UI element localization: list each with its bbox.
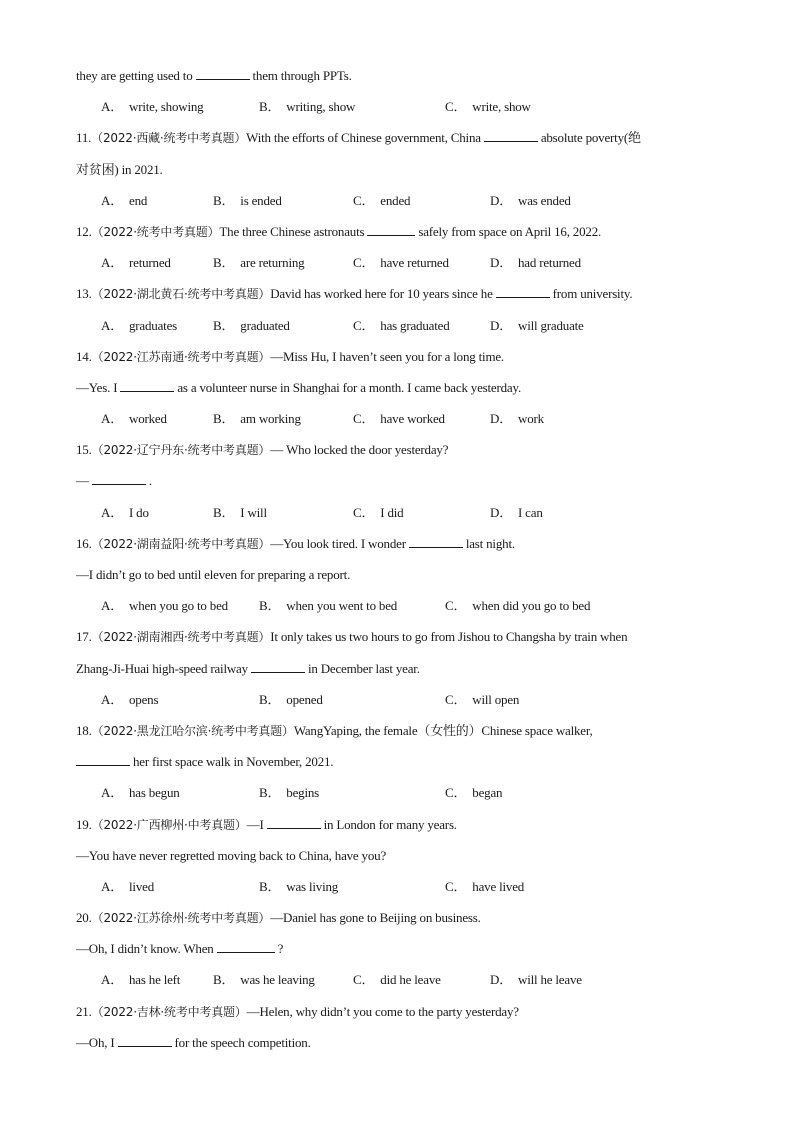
question-13-stem: 13.（2022·湖北黄石·统考中考真题）David has worked here for 10 years since he from university. (76, 286, 633, 302)
option-c[interactable]: C． has graduated (353, 317, 450, 333)
option-b[interactable]: B． I will (213, 504, 267, 520)
option-b[interactable]: B． was living (259, 878, 339, 894)
question-20-stem: 20.（2022·江苏徐州·统考中考真题）—Daniel has gone to Beijing on business. (76, 910, 481, 926)
option-c[interactable]: C． when did you go to bed (445, 598, 591, 614)
option-c[interactable]: C． ended (353, 192, 411, 208)
option-b[interactable]: B． was he leaving (213, 972, 315, 988)
question-11-stem-cont: 对贫困) in 2021. (76, 161, 163, 177)
option-c[interactable]: C． will open (445, 691, 520, 707)
option-a[interactable]: A． lived (101, 878, 154, 894)
option-c[interactable]: C． did he leave (353, 972, 441, 988)
answer-blank (496, 284, 550, 298)
option-d[interactable]: D． work (490, 411, 544, 427)
option-a[interactable]: A． graduates (101, 317, 178, 333)
question-18-options (76, 783, 718, 814)
question-11-options (76, 191, 718, 222)
option-d[interactable]: D． I can (490, 504, 543, 520)
option-c[interactable]: C． I did (353, 504, 404, 520)
option-d[interactable]: D． will graduate (490, 317, 584, 333)
option-a[interactable]: A． has he left (101, 972, 181, 988)
question-10-stem-cont: they are getting used to them through PPTs. (76, 68, 352, 83)
option-b[interactable]: B． are returning (213, 255, 305, 271)
option-a[interactable]: A． when you go to bed (101, 598, 228, 614)
question-source: （2022·统考中考真题） (91, 224, 220, 239)
option-b[interactable]: B． graduated (213, 317, 290, 333)
question-19-options (76, 877, 718, 908)
answer-blank (196, 66, 250, 80)
answer-blank (409, 534, 463, 548)
answer-blank (118, 1033, 172, 1047)
question-12-options (76, 253, 718, 284)
question-10-options (76, 97, 718, 128)
answer-blank (484, 128, 538, 142)
question-15-stem-cont: — . (76, 473, 152, 489)
question-14-stem: 14.（2022·江苏南通·统考中考真题）—Miss Hu, I haven’t seen you for a long time. (76, 348, 504, 364)
question-17-stem: 17.（2022·湖南湘西·统考中考真题）It only takes us two hours to go from Jishou to Changsha by train when (76, 629, 628, 645)
option-a[interactable]: A． has begun (101, 785, 180, 801)
question-16-stem: 16.（2022·湖南益阳·统考中考真题）—You look tired. I wonder last night. (76, 535, 515, 551)
question-source: （2022·湖南湘西·统考中考真题） (91, 630, 271, 645)
answer-blank (367, 222, 415, 236)
option-b[interactable]: B． begins (259, 785, 320, 801)
question-16-options (76, 596, 718, 627)
question-18-stem: 18.（2022·黑龙江哈尔滨·统考中考真题）WangYaping, the female（女性的）Chinese space walker, (76, 722, 593, 738)
question-source: （2022·西藏·统考中考真题） (91, 131, 247, 146)
answer-blank (267, 815, 321, 829)
question-12-stem: 12.（2022·统考中考真题）The three Chinese astronauts safely from space on April 16, 2022. (76, 223, 602, 239)
question-19-stem: 19.（2022·广西柳州·中考真题）—I in London for many years. (76, 816, 457, 832)
option-c[interactable]: C． began (445, 785, 503, 801)
option-c[interactable]: C． have worked (353, 411, 445, 427)
answer-blank (76, 752, 130, 766)
option-b[interactable]: B． writing, show (259, 99, 356, 115)
question-14-options (76, 409, 718, 440)
answer-blank (217, 939, 275, 953)
option-c[interactable]: C． have lived (445, 878, 525, 894)
question-21-stem-cont: —Oh, I for the speech competition. (76, 1034, 311, 1050)
option-a[interactable]: A． returned (101, 255, 171, 271)
question-13-options (76, 316, 718, 347)
option-b[interactable]: B． am working (213, 411, 301, 427)
question-source: （2022·辽宁丹东·统考中考真题） (91, 443, 271, 458)
question-17-options (76, 690, 718, 721)
question-11-stem: 11.（2022·西藏·统考中考真题）With the efforts of Chinese government, China absolute poverty(绝 (76, 130, 641, 146)
question-15-options (76, 503, 718, 534)
option-a[interactable]: A． write, showing (101, 99, 204, 115)
question-source: （2022·江苏南通·统考中考真题） (91, 349, 271, 364)
option-a[interactable]: A． end (101, 192, 148, 208)
question-source: （2022·江苏徐州·统考中考真题） (91, 911, 271, 926)
option-c[interactable]: C． write, show (445, 99, 531, 115)
option-c[interactable]: C． have returned (353, 255, 449, 271)
option-a[interactable]: A． opens (101, 691, 159, 707)
question-source: （2022·湖南益阳·统考中考真题） (91, 536, 271, 551)
answer-blank (92, 471, 146, 485)
question-source: （2022·黑龙江哈尔滨·统考中考真题） (91, 723, 294, 738)
question-20-stem-cont: —Oh, I didn’t know. When ? (76, 941, 284, 957)
option-d[interactable]: D． will he leave (490, 972, 582, 988)
option-b[interactable]: B． is ended (213, 192, 282, 208)
answer-blank (251, 659, 305, 673)
option-a[interactable]: A． I do (101, 504, 149, 520)
question-20-options (76, 970, 718, 1001)
question-source: （2022·广西柳州·中考真题） (91, 817, 247, 832)
question-14-stem-cont: —Yes. I as a volunteer nurse in Shanghai for a month. I came back yesterday. (76, 379, 522, 395)
answer-blank (120, 378, 174, 392)
question-21-stem: 21.（2022·吉林·统考中考真题）—Helen, why didn’t you come to the party yesterday? (76, 1003, 519, 1019)
option-d[interactable]: D． was ended (490, 192, 571, 208)
option-b[interactable]: B． opened (259, 691, 323, 707)
question-16-stem-cont: —I didn’t go to bed until eleven for preparing a report. (76, 567, 351, 582)
question-source: （2022·吉林·统考中考真题） (91, 1004, 247, 1019)
option-b[interactable]: B． when you went to bed (259, 598, 398, 614)
option-a[interactable]: A． worked (101, 411, 167, 427)
question-19-stem-cont: —You have never regretted moving back to China, have you? (76, 847, 387, 863)
option-d[interactable]: D． had returned (490, 255, 581, 271)
question-15-stem: 15.（2022·辽宁丹东·统考中考真题）— Who locked the door yesterday? (76, 442, 449, 458)
question-18-stem-cont: her first space walk in November, 2021. (76, 752, 718, 783)
question-source: （2022·湖北黄石·统考中考真题） (91, 287, 271, 302)
question-17-stem-cont: Zhang-Ji-Huai high-speed railway in December last year. (76, 660, 420, 676)
